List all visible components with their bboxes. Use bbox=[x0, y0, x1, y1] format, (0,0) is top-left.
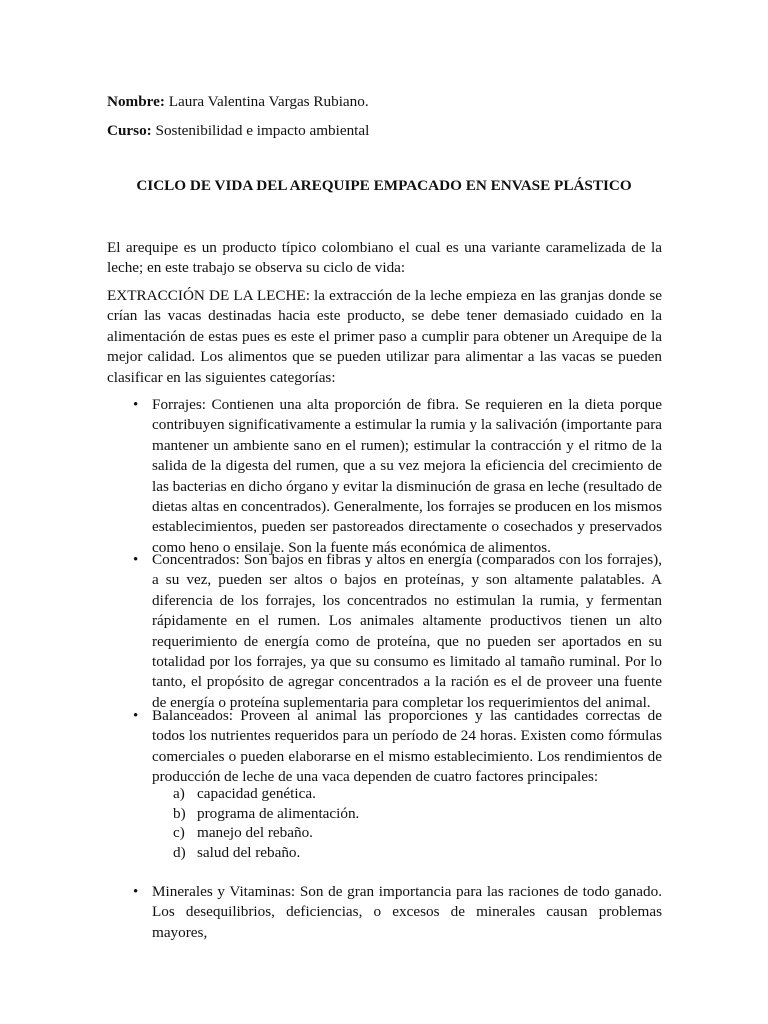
course-line bbox=[107, 121, 662, 141]
course-value: Sostenibilidad e impacto ambiental bbox=[155, 122, 370, 139]
factor-marker: b) bbox=[173, 805, 186, 822]
bullet-marker: • bbox=[133, 708, 139, 724]
factor-marker: c) bbox=[173, 824, 185, 841]
document-title: CICLO DE VIDA DEL AREQUIPE EMPACADO EN ENVASE PLÁSTICO bbox=[136, 177, 632, 194]
name-label: Nombre: bbox=[107, 93, 165, 110]
name-value: Laura Valentina Vargas Rubiano. bbox=[168, 93, 369, 110]
factor-item: programa de alimentación. bbox=[197, 805, 360, 822]
bullet-minerales: Minerales y Vitaminas: Son de gran importancia para las raciones de todo ganado. Los desequilibrios, deficiencias, o excesos de minerales causan problemas mayores, bbox=[152, 883, 662, 941]
bullet-marker: • bbox=[133, 884, 139, 900]
extraction-paragraph: EXTRACCIÓN DE LA LECHE: la extracción de la leche empieza en las granjas donde se crían las vacas destinadas hacia este producto, se debe tener demasiado cuidado en la alimentación de estas pues es este el primer paso a cumplir para obtener un Arequipe de la mejor calidad. Los alimentos que se pueden utilizar para alimentar a las vacas se pueden clasificar en las siguientes categorías: bbox=[107, 287, 662, 386]
student-name-line bbox=[107, 92, 662, 112]
bullet-marker: • bbox=[133, 397, 139, 413]
factor-item: capacidad genética. bbox=[197, 785, 316, 802]
bullet-concentrados: Concentrados: Son bajos en fibras y altos en energía (comparados con los forrajes), a su vez, pueden ser altos o bajos en proteínas, y son altamente palatables. A diferencia de los forrajes, los concentrados no estimulan la rumia, y fermentan rápidamente en el rumen. Los animales altamente productivos tienen un alto requerimiento de energía como de proteína, que no pueden ser aportados en su totalidad por los forrajes, ya que su consumo es limitado al tamaño ruminal. Por lo tanto, el propósito de agregar concentrados a la ración es el de proveer una fuente de energía o proteína suplementaria para completar los requerimientos del animal. bbox=[152, 551, 662, 711]
factor-marker: d) bbox=[173, 844, 186, 861]
factor-item: salud del rebaño. bbox=[197, 844, 301, 861]
course-label: Curso: bbox=[107, 122, 152, 139]
factor-marker: a) bbox=[173, 785, 185, 802]
intro-paragraph: El arequipe es un producto típico colombiano el cual es una variante caramelizada de la leche; en este trabajo se observa su ciclo de vida: bbox=[107, 239, 662, 277]
factor-item: manejo del rebaño. bbox=[197, 824, 313, 841]
bullet-marker: • bbox=[133, 552, 139, 568]
bullet-forrajes: Forrajes: Contienen una alta proporción de fibra. Se requieren en la dieta porque contribuyen significativamente a estimular la rumia y la salivación (importante para mantener un ambiente sano en el rumen); estimular la contracción y el ritmo de la salida de la digesta del rumen, que a su vez mejora la eficiencia del crecimiento de las bacterias en dicho órgano y evitar la disminución de grasa en leche (resultado de dietas altas en concentrados). Generalmente, los forrajes se producen en los mismos establecimientos, pueden ser pastoreados directamente o cosechados y preservados como heno o ensilaje. Son la fuente más económica de alimentos. bbox=[152, 396, 662, 556]
bullet-balanceados: Balanceados: Proveen al animal las proporciones y las cantidades correctas de todos los nutrientes requeridos para un período de 24 horas. Existen como fórmulas comerciales o pueden elaborarse en el mismo establecimiento. Los rendimientos de producción de leche de una vaca dependen de cuatro factores principales: bbox=[152, 707, 662, 786]
